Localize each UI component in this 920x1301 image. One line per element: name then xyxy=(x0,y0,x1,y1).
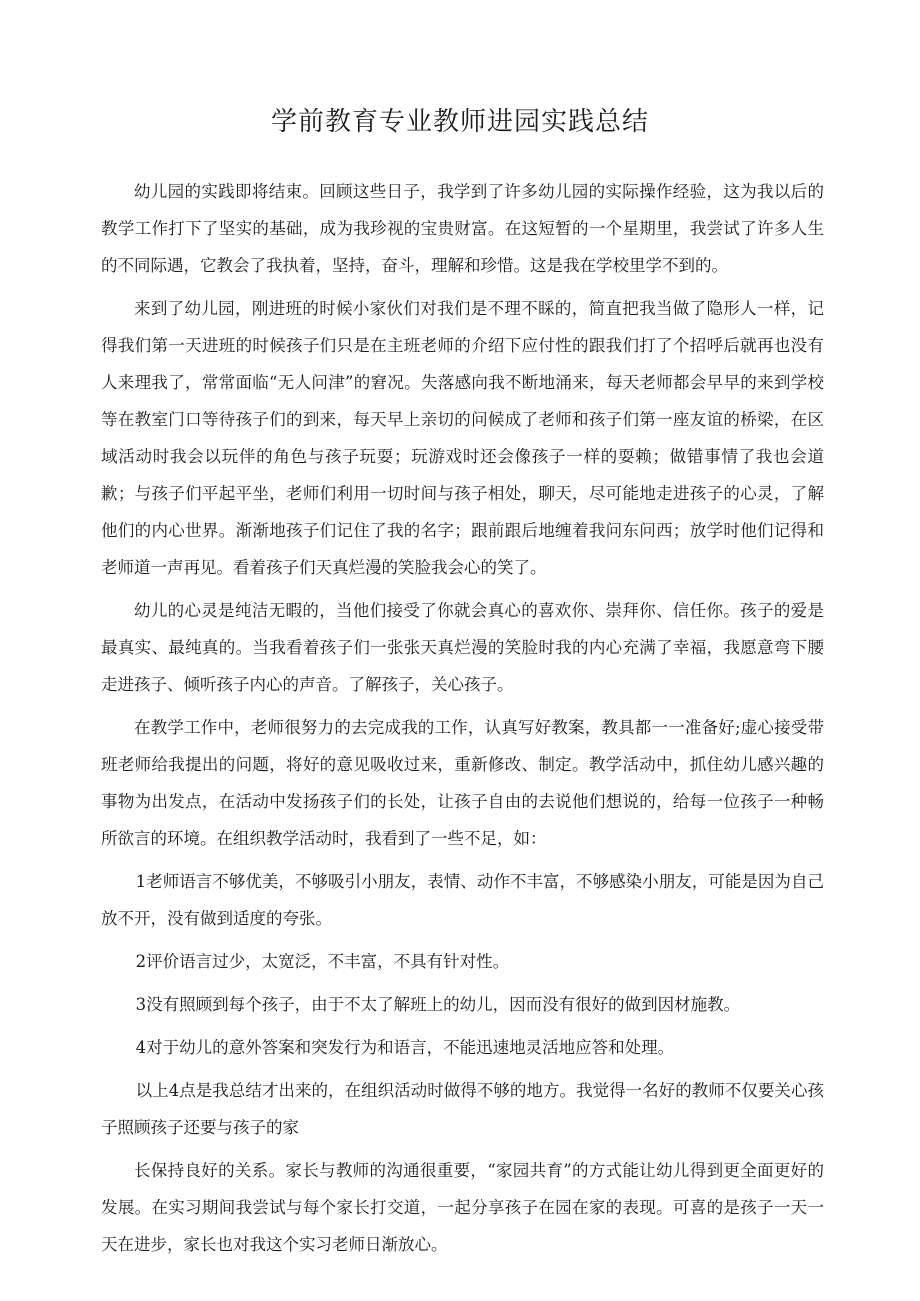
paragraph-parents: 长保持良好的关系。家长与教师的沟通很重要，“家园共育”的方式能让幼儿得到更全面更好的发展。在实习期间我尝试与每个家长打交道，一起分享孩子在园在家的表现。可喜的是孩子一天一天在进步，家长也对我这个实习老师日渐放心。 xyxy=(101,1161,824,1254)
list-item-1: 1老师语言不够优美，不够吸引小朋友，表情、动作不丰富，不够感染小朋友，可能是因为自己放不开，没有做到适度的夸张。 xyxy=(101,872,824,928)
document-body xyxy=(101,173,824,1263)
paragraph-intro: 幼儿园的实践即将结束。回顾这些日子，我学到了许多幼儿园的实际操作经验，这为我以后的教学工作打下了坚实的基础，成为我珍视的宝贵财富。在这短暂的一个星期里，我尝试了许多人生的不同际遇，它教会了我执着，坚持，奋斗，理解和珍惜。这是我在学校里学不到的。 xyxy=(101,182,824,275)
list-item-3: 3没有照顾到每个孩子，由于不太了解班上的幼儿，因而没有很好的做到因材施教。 xyxy=(135,995,741,1014)
list-item-2: 2评价语言过少，太宽泛，不丰富，不具有针对性。 xyxy=(135,952,510,971)
paragraph-children-hearts: 幼儿的心灵是纯洁无暇的，当他们接受了你就会真心的喜欢你、崇拜你、信任你。孩子的爱是最真实、最纯真的。当我看着孩子们一张张天真烂漫的笑脸时我的内心充满了幸福，我愿意弯下腰走进孩子、倾听孩子内心的声音。了解孩子，关心孩子。 xyxy=(101,601,824,694)
paragraph-teaching-work: 在教学工作中，老师很努力的去完成我的工作，认真写好教案，教具都一一准备好;虚心接受带班老师给我提出的问题，将好的意见吸收过来，重新修改、制定。教学活动中，抓住幼儿感兴趣的事物为出发点，在活动中发扬孩子们的长处，让孩子自由的去说他们想说的，给每一位孩子一种畅所欲言的环境。在组织教学活动时，我看到了一些不足，如： xyxy=(101,718,824,848)
list-item-4: 4对于幼儿的意外答案和突发行为和语言，不能迅速地灵活地应答和处理。 xyxy=(135,1038,675,1057)
document-title: 学前教育专业教师进园实践总结 xyxy=(270,107,649,137)
paragraph-arrival: 来到了幼儿园，刚进班的时候小家伙们对我们是不理不睬的，简直把我当做了隐形人一样，记得我们第一天进班的时候孩子们只是在主班老师的介绍下应付性的跟我们打了个招呼后就再也没有人来理我了，常常面临“无人问津”的窘况。失落感向我不断地涌来，每天老师都会早早的来到学校等在教室门口等待孩子们的到来，每天早上亲切的问候成了老师和孩子们第一座友谊的桥梁，在区域活动时我会以玩伴的角色与孩子玩耍；玩游戏时还会像孩子一样的耍赖；做错事情了我也会道歉；与孩子们平起平坐，老师们利用一切时间与孩子相处，聊天，尽可能地走进孩子的心灵，了解他们的内心世界。渐渐地孩子们记住了我的名字；跟前跟后地缠着我问东问西；放学时他们记得和老师道一声再见。看着孩子们天真烂漫的笑脸我会心的笑了。 xyxy=(101,299,824,577)
paragraph-summary: 以上4点是我总结才出来的，在组织活动时做得不够的地方。我觉得一名好的教师不仅要关心孩子照顾孩子还要与孩子的家 xyxy=(101,1081,824,1137)
